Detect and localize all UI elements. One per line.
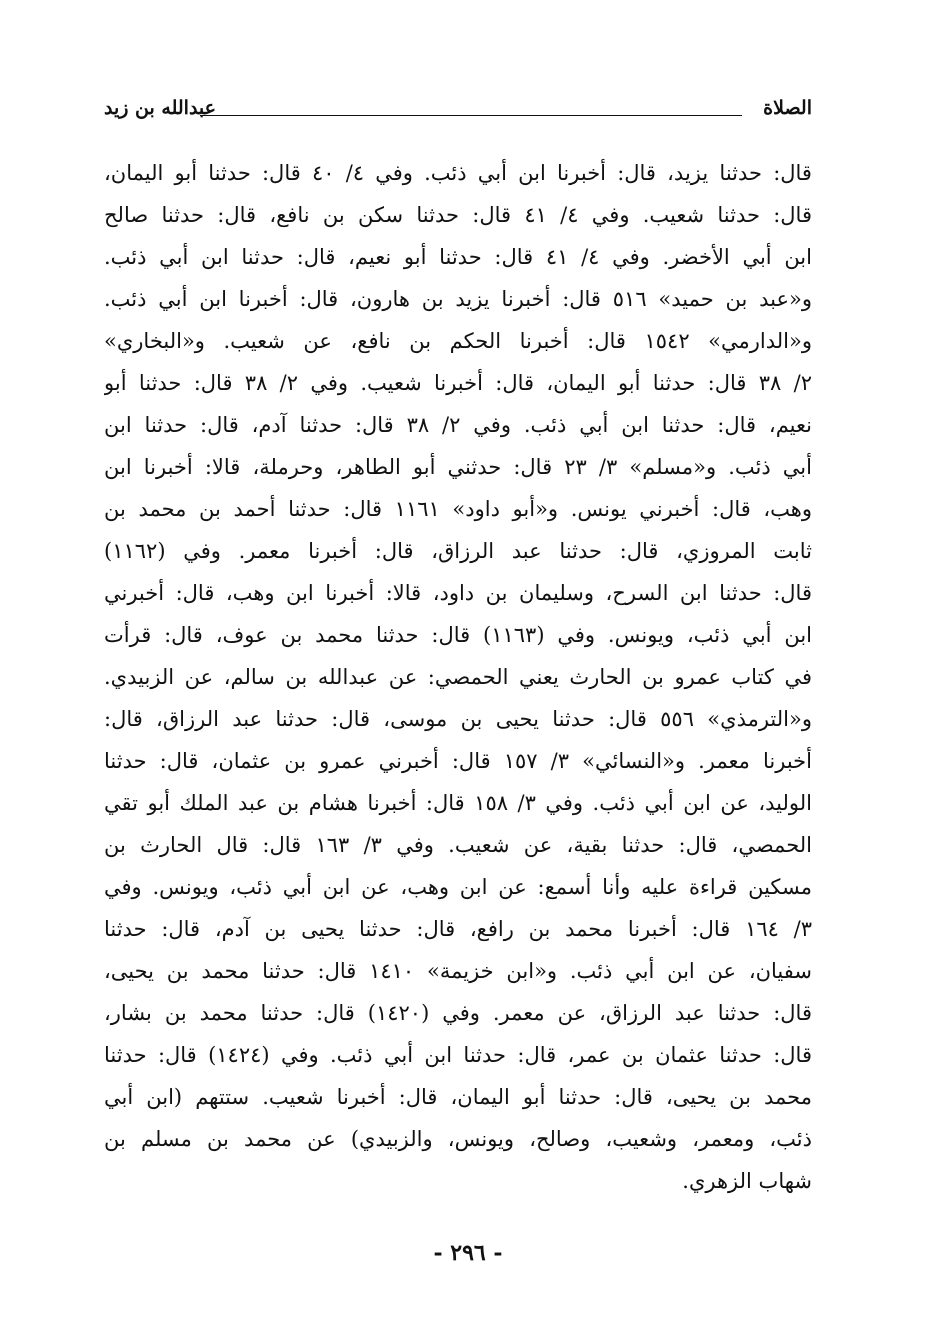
- text-line-16: الوليد، عن ابن أبي ذئب. وفي ٣/ ١٥٨ قال: أخبرنا هشام بن عبد الملك أبو تقي: [104, 791, 812, 815]
- page-number: - ٢٩٦ -: [433, 1240, 503, 1266]
- text-line-20: سفيان، عن ابن أبي ذئب. و«ابن خزيمة» ١٤١٠ قال: حدثنا محمد بن يحيى،: [104, 959, 812, 983]
- text-line-11: قال: حدثنا ابن السرح، وسليمان بن داود، قالا: أخبرنا ابن وهب، قال: أخبرني: [104, 581, 812, 605]
- text-line-18: مسكين قراءة عليه وأنا أسمع: عن ابن وهب، عن ابن أبي ذئب، ويونس. وفي: [104, 875, 812, 899]
- text-line-13: في كتاب عمرو بن الحارث يعني الحمصي: عن عبدالله بن سالم، عن الزبيدي.: [104, 665, 812, 689]
- text-line-7: نعيم، قال: حدثنا ابن أبي ذئب. وفي ٢/ ٣٨ قال: حدثنا آدم، قال: حدثنا ابن: [104, 413, 812, 437]
- text-line-14: و«الترمذي» ٥٥٦ قال: حدثنا يحيى بن موسى، قال: حدثنا عبد الرزاق، قال:: [104, 707, 812, 731]
- hadith-sources-text: [104, 152, 812, 1202]
- running-header: [104, 96, 812, 124]
- text-line-12: ابن أبي ذئب، ويونس. وفي (١١٦٣) قال: حدثنا محمد بن عوف، قال: قرأت: [104, 623, 812, 647]
- text-line-9: وهب، قال: أخبرني يونس. و«أبو داود» ١١٦١ قال: حدثنا أحمد بن محمد بن: [104, 497, 812, 521]
- text-line-6: ٢/ ٣٨ قال: حدثنا أبو اليمان، قال: أخبرنا شعيب. وفي ٢/ ٣٨ قال: حدثنا أبو: [104, 371, 812, 395]
- text-line-17: الحمصي، قال: حدثنا بقية، عن شعيب. وفي ٣/ ١٦٣ قال: قال الحارث بن: [104, 833, 812, 857]
- text-line-2: قال: حدثنا شعيب. وفي ٤/ ٤١ قال: حدثنا سكن بن نافع، قال: حدثنا صالح: [104, 203, 812, 227]
- text-line-15: أخبرنا معمر. و«النسائي» ٣/ ١٥٧ قال: أخبرني عمرو بن عثمان، قال: حدثنا: [104, 749, 812, 773]
- text-line-5: و«الدارمي» ١٥٤٢ قال: أخبرنا الحكم بن نافع، عن شعيب. و«البخاري»: [104, 329, 812, 353]
- text-line-10: ثابت المروزي، قال: حدثنا عبد الرزاق، قال: أخبرنا معمر. وفي (١١٦٢): [104, 539, 812, 563]
- text-line-8: أبي ذئب. و«مسلم» ٣/ ٢٣ قال: حدثني أبو الطاهر، وحرملة، قالا: أخبرنا ابن: [104, 455, 812, 479]
- text-line-4: و«عبد بن حميد» ٥١٦ قال: أخبرنا يزيد بن هارون، قال: أخبرنا ابن أبي ذئب.: [104, 287, 812, 311]
- text-line-23: محمد بن يحيى، قال: حدثنا أبو اليمان، قال: أخبرنا شعيب. ستتهم (ابن أبي: [104, 1085, 812, 1109]
- text-line-21: قال: حدثنا عبد الرزاق، عن معمر. وفي (١٤٢٠) قال: حدثنا محمد بن بشار،: [104, 1001, 812, 1025]
- section-title: الصلاة: [763, 97, 812, 119]
- narrator-name: عبدالله بن زيد: [104, 97, 217, 119]
- header-rule: [200, 115, 742, 116]
- text-line-1: قال: حدثنا يزيد، قال: أخبرنا ابن أبي ذئب. وفي ٤/ ٤٠ قال: حدثنا أبو اليمان،: [104, 161, 812, 185]
- text-line-19: ٣/ ١٦٤ قال: أخبرنا محمد بن رافع، قال: حدثنا يحيى بن آدم، قال: حدثنا: [104, 917, 812, 941]
- text-line-22: قال: حدثنا عثمان بن عمر، قال: حدثنا ابن أبي ذئب. وفي (١٤٢٤) قال: حدثنا: [104, 1043, 812, 1067]
- text-line-24: ذئب، ومعمر، وشعيب، وصالح، ويونس، والزبيدي) عن محمد بن مسلم بن: [104, 1127, 812, 1151]
- text-line-3: ابن أبي الأخضر. وفي ٤/ ٤١ قال: حدثنا أبو نعيم، قال: حدثنا ابن أبي ذئب.: [104, 245, 812, 269]
- text-line-25: شهاب الزهري.: [682, 1169, 812, 1193]
